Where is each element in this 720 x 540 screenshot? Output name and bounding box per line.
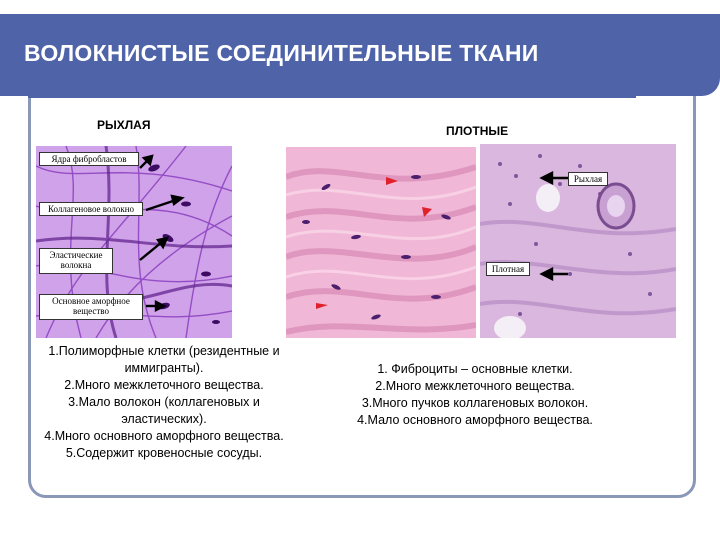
dense-features-list bbox=[330, 361, 620, 429]
label-fibroblast-nuclei: Ядра фибробластов bbox=[39, 152, 139, 166]
dense-heading: ПЛОТНЫЕ bbox=[446, 124, 509, 138]
loose-features-list bbox=[30, 343, 298, 462]
list-item: 5.Содержит кровеносные сосуды. bbox=[65, 446, 263, 460]
title-bar bbox=[0, 14, 720, 96]
list-item: 3.Мало волокон (коллагеновых и эластических). bbox=[68, 395, 260, 426]
dense-tissue-image bbox=[286, 147, 476, 338]
loose-heading: РЫХЛАЯ bbox=[97, 118, 151, 132]
list-item: 3.Много пучков коллагеновых волокон. bbox=[361, 396, 589, 410]
label-loose: Рыхлая bbox=[568, 172, 608, 186]
list-item: 4.Много основного аморфного вещества. bbox=[44, 429, 284, 443]
label-collagen-fiber: Коллагеновое волокно bbox=[39, 202, 143, 216]
label-elastic-fibers: Эластические волокна bbox=[39, 248, 113, 274]
label-dense: Плотная bbox=[486, 262, 530, 276]
slide-title: ВОЛОКНИСТЫЕ СОЕДИНИТЕЛЬНЫЕ ТКАНИ bbox=[24, 40, 539, 66]
dense-micrograph-1 bbox=[286, 147, 476, 338]
loose-micrograph bbox=[36, 146, 232, 338]
list-item: 2.Много межклеточного вещества. bbox=[375, 379, 575, 393]
dense-micrograph-2 bbox=[480, 144, 676, 338]
list-item: 1. Фиброциты – основные клетки. bbox=[377, 362, 573, 376]
list-item: 1.Полиморфные клетки (резидентные и иммигранты). bbox=[48, 344, 280, 375]
title-underline bbox=[28, 95, 636, 98]
label-amorphous-substance: Основное аморфное вещество bbox=[39, 294, 143, 320]
list-item: 2.Много межклеточного вещества. bbox=[64, 378, 264, 392]
list-item: 4.Мало основного аморфного вещества. bbox=[357, 413, 593, 427]
